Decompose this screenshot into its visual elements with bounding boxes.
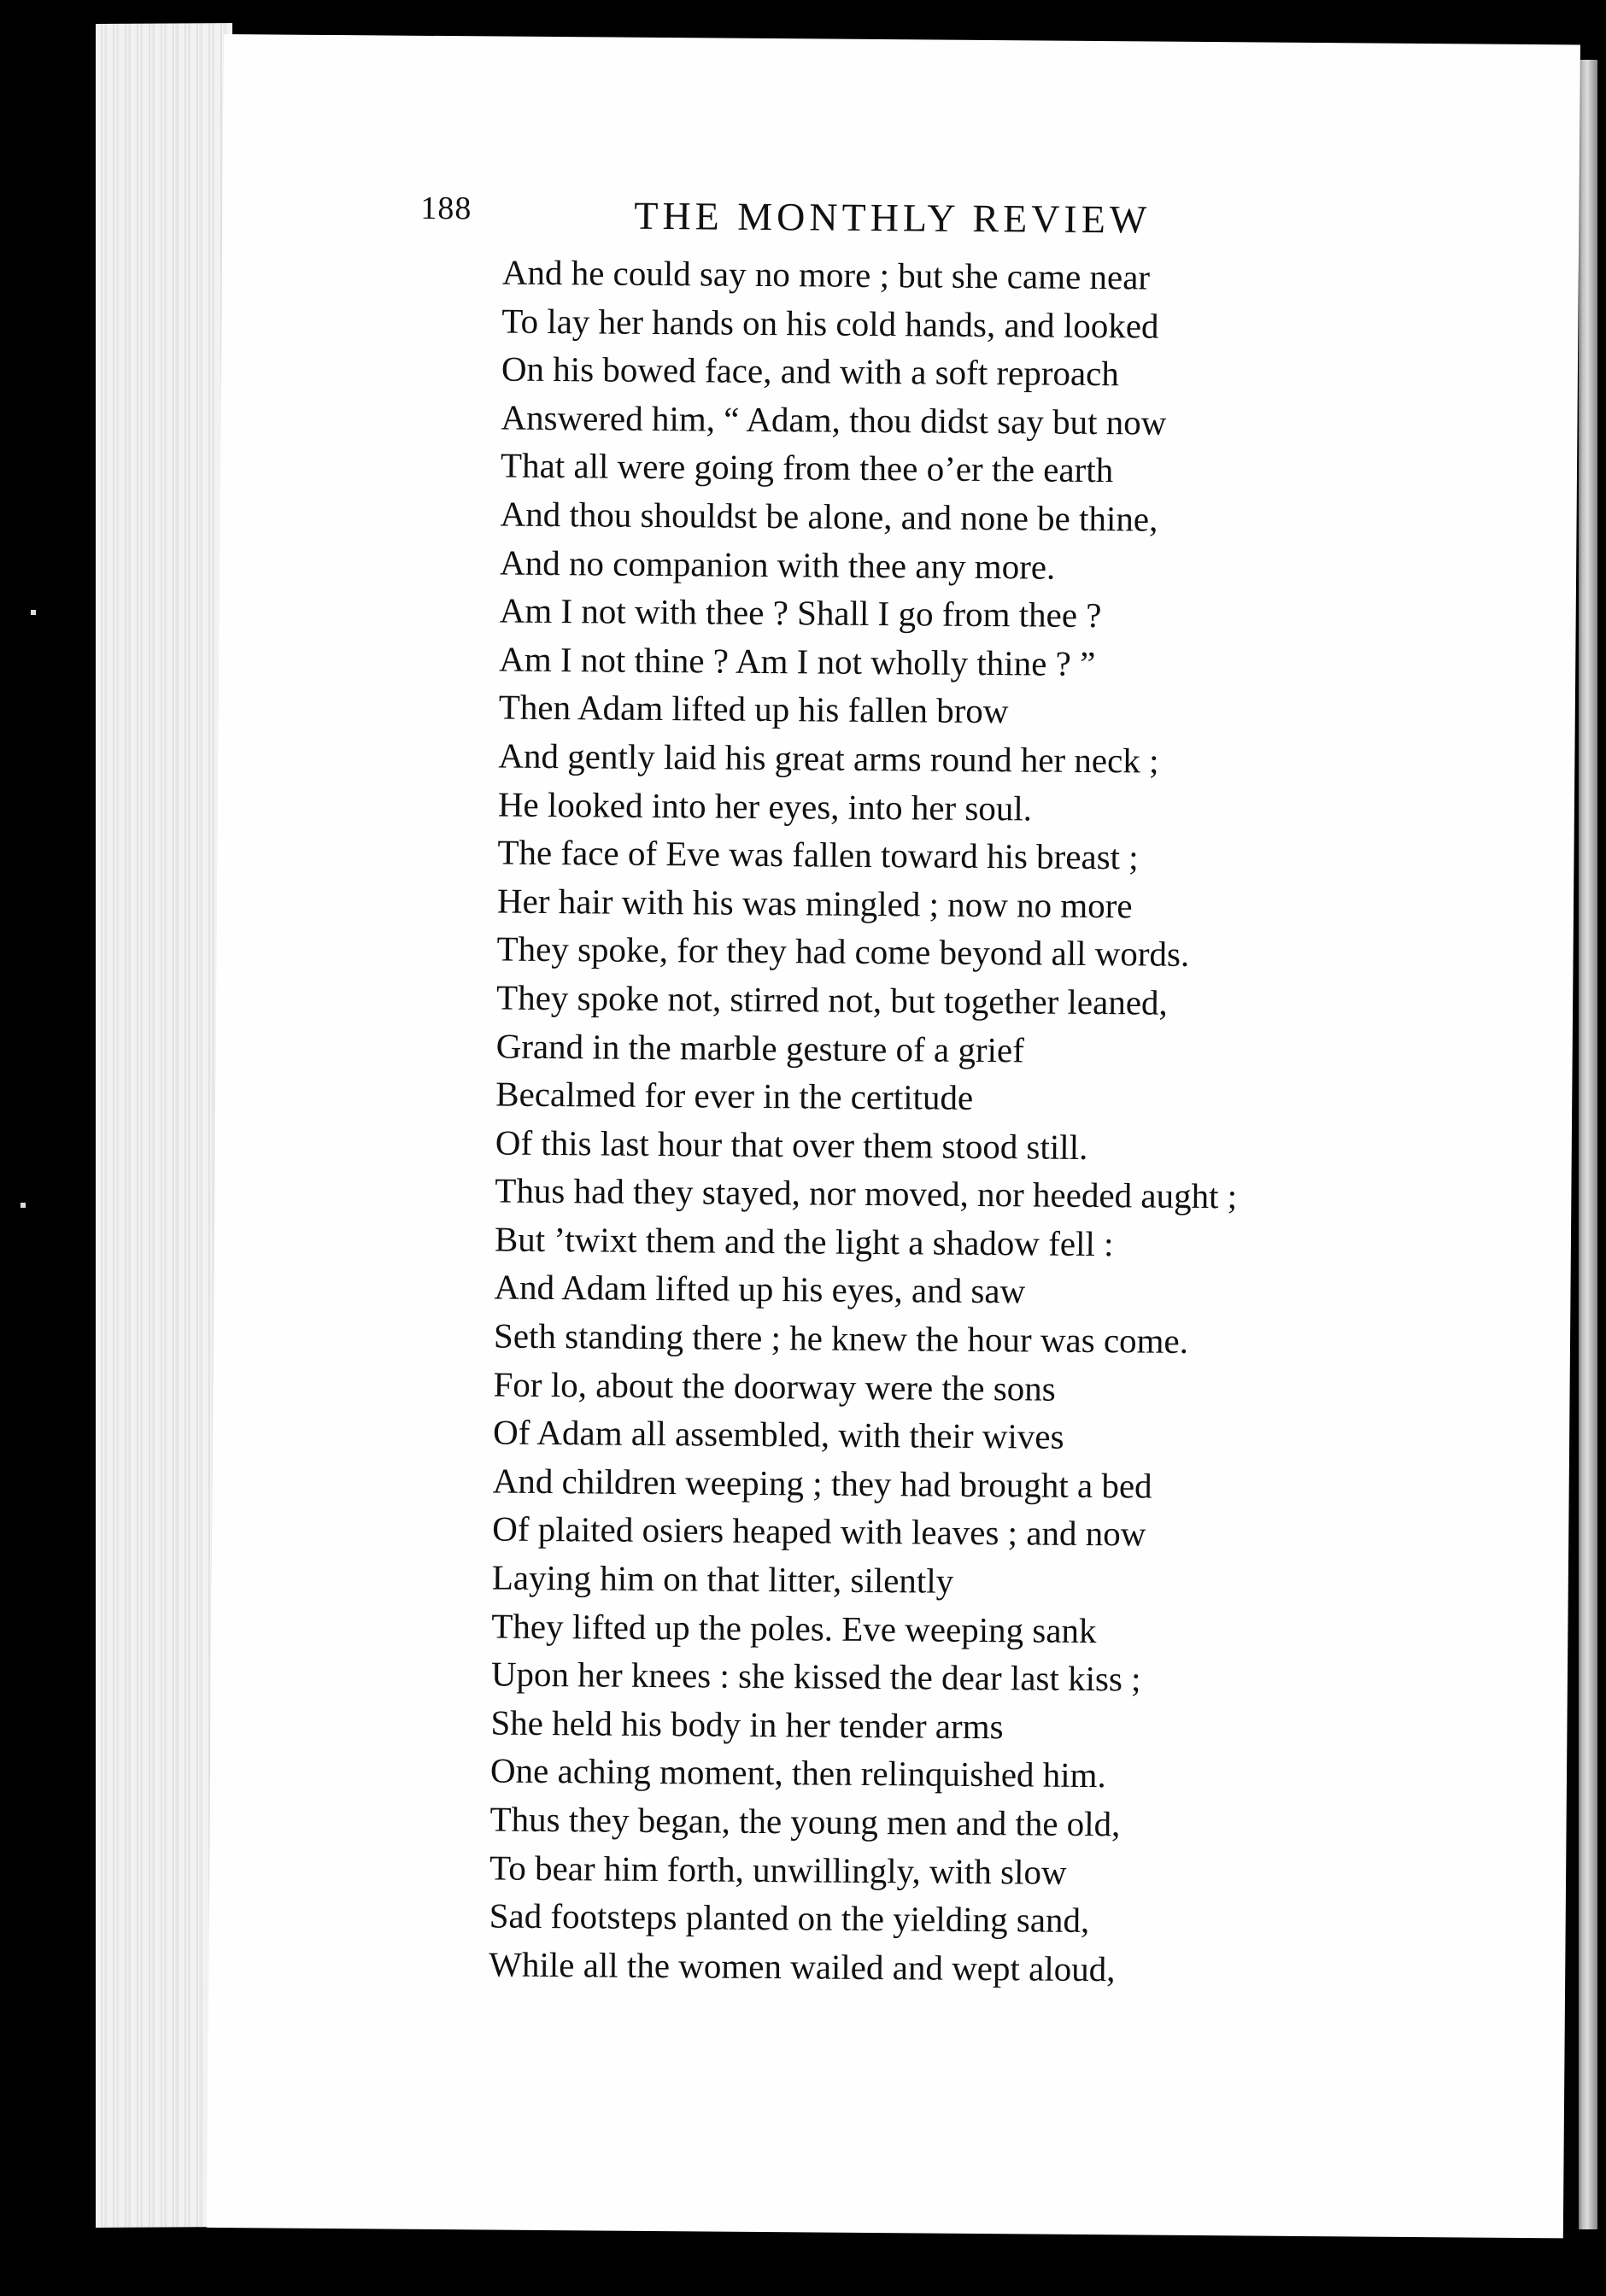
poem-line: Am I not with thee ? Shall I go from thee ? [499, 590, 1102, 636]
poem-line: Sad footsteps planted on the yielding sand, [489, 1895, 1090, 1941]
book-page [207, 34, 1580, 2238]
poem-line: Seth standing there ; he knew the hour was come. [493, 1315, 1189, 1361]
poem-line: Becalmed for ever in the certitude [495, 1074, 974, 1118]
poem-line: Of Adam all assembled, with their wives [492, 1412, 1064, 1457]
poem-line: But ’twixt them and the light a shadow fell : [494, 1219, 1114, 1264]
poem-line: They spoke not, stirred not, but together leaned, [495, 977, 1168, 1022]
poem-line: Of plaited osiers heaped with leaves ; and now [492, 1508, 1146, 1554]
poem-text [489, 249, 1527, 1997]
poem-line: And gently laid his great arms round her neck ; [498, 735, 1159, 781]
margin-speck [21, 1203, 26, 1208]
poem-line: Of this last hour that over them stood still. [495, 1122, 1088, 1167]
poem-line: And Adam lifted up his eyes, and saw [494, 1268, 1026, 1311]
running-title: THE MONTHLY REVIEW [634, 193, 1152, 242]
right-page-edge [1579, 60, 1597, 2229]
poem-line: That all were going from thee o’er the earth [500, 445, 1114, 490]
poem-line: The face of Eve was fallen toward his breast ; [497, 832, 1139, 877]
margin-speck [31, 610, 36, 615]
poem-line: And no companion with thee any more. [499, 542, 1056, 587]
poem-line: Then Adam lifted up his fallen brow [498, 687, 1009, 731]
poem-line: Upon her knees : she kissed the dear last kiss ; [490, 1654, 1141, 1699]
poem-line: He looked into her eyes, into her soul. [497, 784, 1033, 828]
poem-line: While all the women wailed and wept aloud, [489, 1944, 1116, 1989]
poem-line: Answered him, “ Adam, thou didst say but now [501, 397, 1167, 442]
poem-line: One aching moment, then relinquished him. [489, 1750, 1106, 1795]
poem-line: They lifted up the poles. Eve weeping sank [491, 1606, 1097, 1650]
poem-line: Am I not thine ? Am I not wholly thine ? ” [499, 639, 1096, 683]
poem-line: On his bowed face, and with a soft reproach [501, 348, 1120, 394]
poem-line: And thou shouldst be alone, and none be thine, [500, 494, 1158, 539]
poem-line: Thus had they stayed, nor moved, nor heeded aught ; [495, 1170, 1238, 1216]
poem-line: Laying him on that litter, silently [491, 1557, 954, 1601]
poem-line: For lo, about the doorway were the sons [493, 1364, 1056, 1409]
poem-line: And children weeping ; they had brought a bed [492, 1461, 1152, 1506]
poem-line: Thus they began, the young men and the old, [489, 1799, 1121, 1844]
poem-line: To lay her hands on his cold hands, and looked [501, 301, 1159, 346]
page-number: 188 [420, 190, 472, 227]
poem-line: To bear him forth, unwillingly, with slow [489, 1848, 1067, 1892]
page-header [420, 179, 1446, 255]
poem-line: They spoke, for they had come beyond all words. [496, 928, 1190, 975]
poem-line: She held his body in her tender arms [490, 1702, 1004, 1747]
poem-line: Her hair with his was mingled ; now no more [496, 881, 1133, 926]
poem-line: And he could say no more ; but she came near [501, 252, 1151, 297]
poem-line: Grand in the marble gesture of a grief [495, 1026, 1025, 1069]
